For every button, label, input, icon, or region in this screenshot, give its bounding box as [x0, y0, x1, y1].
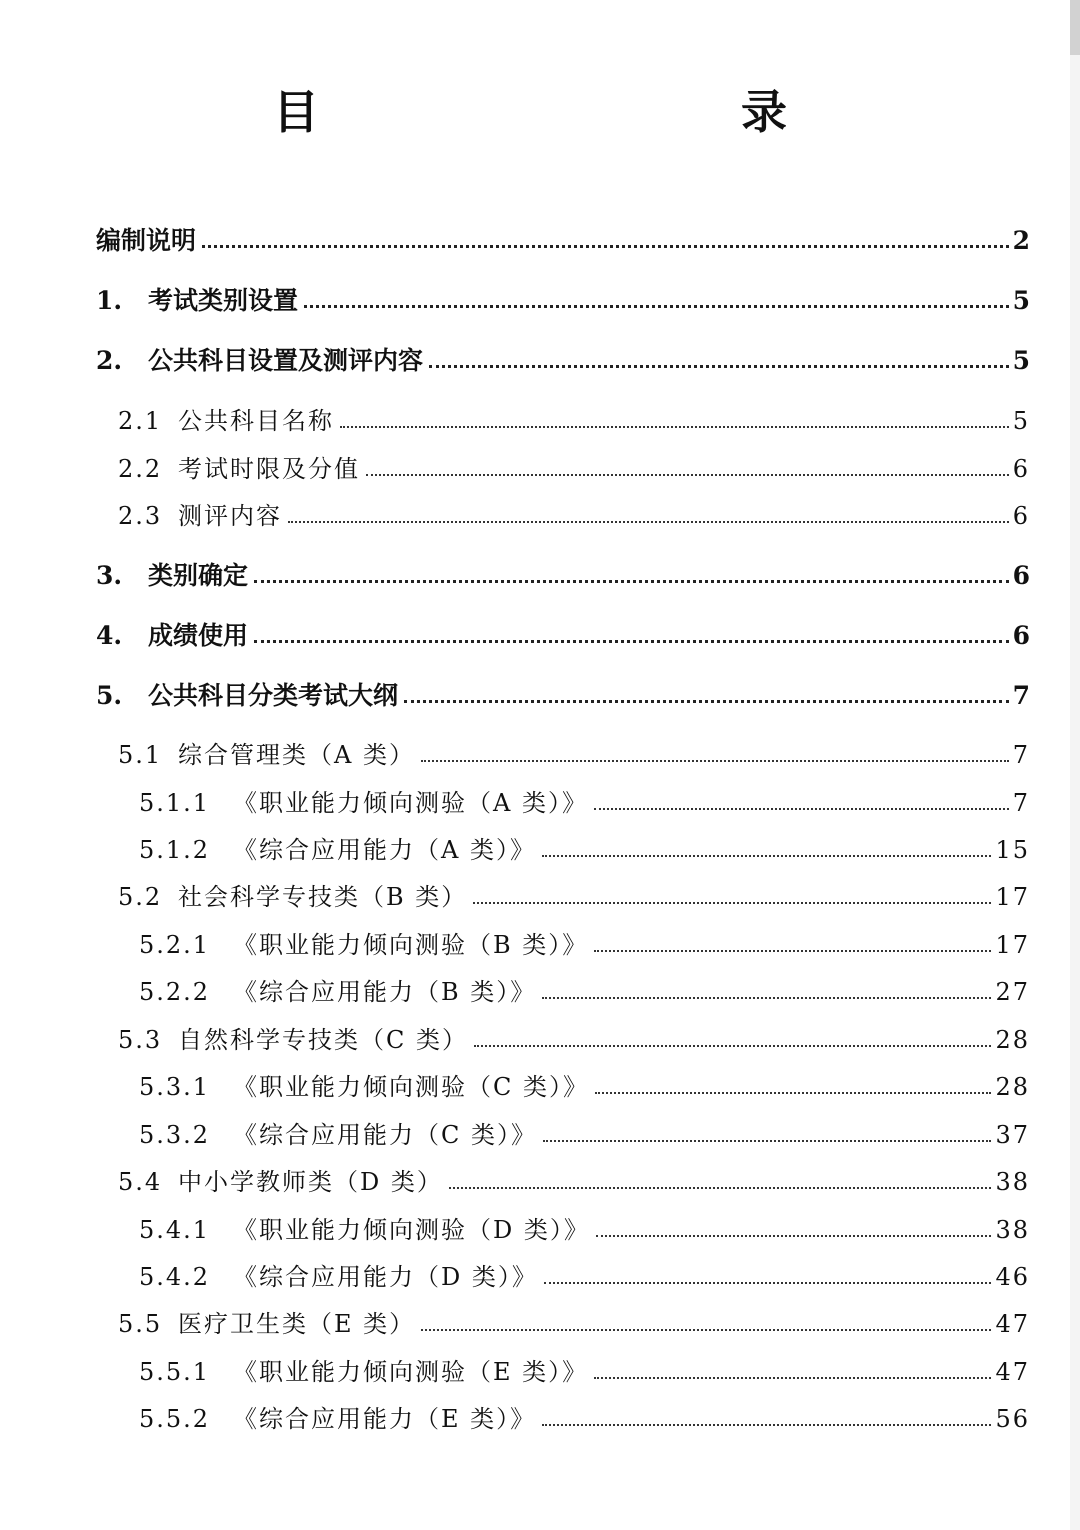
toc-entry-label: 《综合应用能力（C 类）》 — [233, 1121, 537, 1149]
toc-entry[interactable] — [139, 1116, 1030, 1150]
toc-entry-number: 3. — [96, 561, 123, 590]
toc-entry[interactable] — [139, 1068, 1030, 1102]
toc-entry[interactable] — [139, 973, 1030, 1007]
toc-entry[interactable] — [96, 342, 1030, 376]
toc-entry-page-number: 7 — [1012, 681, 1030, 710]
toc-entry-label: 《综合应用能力（E 类）》 — [233, 1405, 537, 1433]
toc-entry-label: 考试类别设置 — [148, 286, 299, 315]
toc-entry-number: 5.3 — [118, 1026, 163, 1054]
toc-entry-page-number: 5 — [1012, 407, 1030, 435]
toc-entry-number: 2.3 — [118, 502, 163, 530]
vertical-scrollbar[interactable] — [1070, 0, 1080, 1530]
toc-dot-leader — [404, 700, 1009, 703]
toc-entry[interactable] — [118, 1163, 1030, 1197]
toc-entry-number: 5.5.2 — [139, 1405, 211, 1433]
toc-entry-number: 5.4 — [118, 1168, 163, 1196]
toc-entry-number: 5.5 — [118, 1310, 163, 1338]
toc-entry-label: 《职业能力倾向测验（B 类）》 — [233, 931, 589, 959]
toc-entry[interactable] — [118, 450, 1030, 484]
toc-entry-number: 5.5.1 — [139, 1358, 211, 1386]
toc-dot-leader — [594, 1377, 991, 1379]
page-title: 目 录 — [273, 85, 897, 139]
toc-entry-number: 5.2 — [118, 883, 163, 911]
toc-entry-page-number: 37 — [995, 1121, 1030, 1149]
toc-entry-label: 《综合应用能力（B 类）》 — [233, 978, 537, 1006]
scrollbar-thumb[interactable] — [1070, 0, 1080, 55]
toc-entry-page-number: 28 — [995, 1073, 1030, 1101]
toc-entry-page-number: 38 — [995, 1168, 1030, 1196]
toc-dot-leader — [421, 760, 1009, 762]
toc-dot-leader — [543, 1140, 991, 1142]
toc-entry-label: 类别确定 — [148, 561, 249, 590]
toc-dot-leader — [596, 1235, 992, 1237]
toc-entry-number: 5.3.1 — [139, 1073, 211, 1101]
toc-entry[interactable] — [118, 1021, 1030, 1055]
toc-entry-page-number: 17 — [995, 931, 1030, 959]
toc-entry[interactable] — [96, 222, 1030, 256]
toc-entry-page-number: 15 — [995, 836, 1030, 864]
toc-entry-number: 2. — [96, 346, 123, 375]
toc-dot-leader — [421, 1329, 991, 1331]
toc-entry-number: 1. — [96, 286, 123, 315]
toc-entry-number: 5.3.2 — [139, 1121, 211, 1149]
toc-dot-leader — [544, 1282, 992, 1284]
toc-entry-label: 中小学教师类（D 类） — [178, 1168, 443, 1196]
toc-entry-page-number: 28 — [995, 1026, 1030, 1054]
toc-entry-label: 《职业能力倾向测验（D 类）》 — [233, 1216, 590, 1244]
toc-dot-leader — [254, 640, 1009, 643]
toc-dot-leader — [542, 1424, 991, 1426]
toc-entry-label: 公共科目名称 — [178, 407, 334, 435]
toc-entry-page-number: 6 — [1012, 502, 1030, 530]
toc-entry[interactable] — [96, 282, 1030, 316]
toc-entry[interactable] — [118, 497, 1030, 531]
toc-entry-label: 医疗卫生类（E 类） — [178, 1310, 416, 1338]
toc-entry-page-number: 2 — [1012, 226, 1030, 255]
toc-entry-number: 5.1.1 — [139, 789, 211, 817]
toc-entry-page-number: 7 — [1012, 741, 1030, 769]
toc-entry-label: 测评内容 — [178, 502, 282, 530]
toc-entry-label: 编制说明 — [96, 226, 197, 255]
toc-dot-leader — [340, 426, 1009, 428]
toc-entry-label: 《综合应用能力（A 类）》 — [233, 836, 536, 864]
toc-entry-label: 自然科学专技类（C 类） — [178, 1026, 468, 1054]
toc-dot-leader — [366, 474, 1009, 476]
toc-entry[interactable] — [139, 831, 1030, 865]
toc-entry-number: 5.4.1 — [139, 1216, 211, 1244]
toc-entry-number: 5.4.2 — [139, 1263, 211, 1291]
toc-dot-leader — [542, 855, 991, 857]
toc-dot-leader — [429, 365, 1009, 368]
toc-entry-page-number: 38 — [995, 1216, 1030, 1244]
toc-entry-label: 《职业能力倾向测验（E 类）》 — [233, 1358, 589, 1386]
toc-entry[interactable] — [139, 926, 1030, 960]
toc-dot-leader — [594, 808, 1009, 810]
toc-entry-page-number: 7 — [1012, 789, 1030, 817]
toc-entry-page-number: 5 — [1012, 286, 1030, 315]
toc-dot-leader — [594, 950, 991, 952]
toc-dot-leader — [474, 1045, 991, 1047]
toc-entry[interactable] — [118, 402, 1030, 436]
toc-entry-number: 5.1 — [118, 741, 163, 769]
toc-entry[interactable] — [139, 1258, 1030, 1292]
toc-entry-number: 5. — [96, 681, 123, 710]
toc-entry-number: 2.1 — [118, 407, 163, 435]
toc-entry-number: 2.2 — [118, 455, 163, 483]
toc-entry-label: 《职业能力倾向测验（C 类）》 — [233, 1073, 589, 1101]
toc-dot-leader — [449, 1187, 992, 1189]
toc-entry-page-number: 47 — [995, 1310, 1030, 1338]
toc-entry-number: 4. — [96, 621, 123, 650]
toc-entry-number: 5.2.2 — [139, 978, 211, 1006]
toc-dot-leader — [254, 580, 1009, 583]
toc-entry-page-number: 17 — [995, 883, 1030, 911]
toc-entry[interactable] — [139, 1211, 1030, 1245]
toc-entry[interactable] — [118, 878, 1030, 912]
toc-dot-leader — [473, 902, 991, 904]
toc-dot-leader — [595, 1092, 991, 1094]
toc-entry[interactable] — [139, 1400, 1030, 1434]
toc-entry[interactable] — [118, 1305, 1030, 1339]
toc-dot-leader — [304, 305, 1009, 308]
toc-entry[interactable] — [139, 1353, 1030, 1387]
toc-entry-number: 5.2.1 — [139, 931, 211, 959]
toc-entry-label: 社会科学专技类（B 类） — [178, 883, 468, 911]
toc-entry-label: 综合管理类（A 类） — [178, 741, 415, 769]
toc-entry-label: 成绩使用 — [148, 621, 249, 650]
toc-entry[interactable] — [96, 677, 1030, 711]
toc-entry-page-number: 6 — [1012, 561, 1030, 590]
toc-dot-leader — [202, 245, 1009, 248]
toc-entry-page-number: 47 — [995, 1358, 1030, 1386]
toc-entry-page-number: 6 — [1012, 455, 1030, 483]
toc-entry-label: 公共科目设置及测评内容 — [148, 346, 424, 375]
toc-dot-leader — [542, 997, 991, 999]
toc-entry-page-number: 6 — [1012, 621, 1030, 650]
toc-entry[interactable] — [139, 784, 1030, 818]
toc-entry-label: 考试时限及分值 — [178, 455, 360, 483]
toc-entry-label: 公共科目分类考试大纲 — [148, 681, 399, 710]
toc-entry-page-number: 56 — [995, 1405, 1030, 1433]
toc-entry-page-number: 5 — [1012, 346, 1030, 375]
toc-entry[interactable] — [118, 736, 1030, 770]
toc-entry-number: 5.1.2 — [139, 836, 211, 864]
toc-entry-page-number: 46 — [995, 1263, 1030, 1291]
toc-entry-label: 《职业能力倾向测验（A 类）》 — [233, 789, 588, 817]
toc-entry-page-number: 27 — [995, 978, 1030, 1006]
toc-entry[interactable] — [96, 557, 1030, 591]
toc-dot-leader — [288, 521, 1009, 523]
toc-entry-label: 《综合应用能力（D 类）》 — [233, 1263, 538, 1291]
toc-entry[interactable] — [96, 617, 1030, 651]
